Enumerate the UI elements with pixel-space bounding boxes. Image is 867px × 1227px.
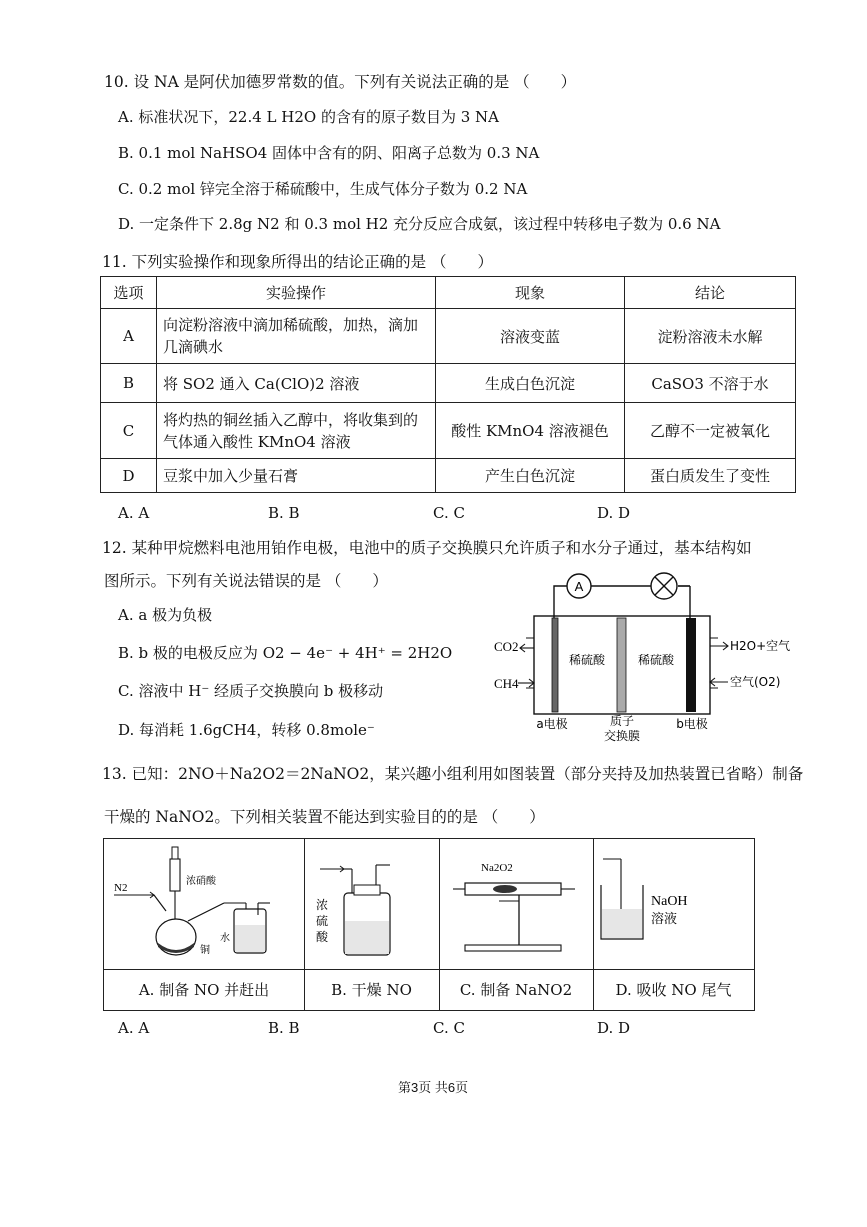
q11-stem: 11. 下列实验操作和现象所得出的结论正确的是 （ ） [102, 253, 494, 271]
h2o-air-label: H2O+空气 [730, 639, 791, 653]
b-electrode [686, 618, 696, 712]
apparatus-b-caption: B. 干燥 NO [304, 969, 439, 1010]
table-row [101, 364, 796, 403]
q12-option-d: D. 每消耗 1.6gCH4，转移 0.8mole⁻ [118, 721, 375, 739]
apparatus-d-drawing [593, 839, 754, 969]
table-row [101, 309, 796, 364]
copper-label: 铜 [200, 945, 210, 956]
na2o2-label: Na2O2 [481, 862, 513, 874]
apparatus-c-caption: C. 制备 NaNO2 [439, 969, 593, 1010]
table-row [101, 403, 796, 459]
row-b-conclusion: CaSO3 不溶于水 [625, 364, 796, 403]
q12-stem-line2: 图所示。下列有关说法错误的是 （ ） [104, 572, 388, 590]
proton-membrane [617, 618, 626, 712]
a-electrode [552, 618, 558, 712]
apparatus-a [104, 839, 305, 1010]
row-a-option: A [101, 309, 157, 364]
solution-label: 溶液 [651, 912, 678, 927]
apparatus-d [593, 839, 754, 1010]
apparatus-d-caption: D. 吸收 NO 尾气 [593, 969, 754, 1010]
q13-answer-a: A. A [118, 1019, 150, 1037]
apparatus-b [304, 839, 440, 1010]
conc-nitric-label: 浓硝酸 [186, 876, 216, 887]
header-operation: 实验操作 [157, 277, 436, 309]
co2-label: CO2 [494, 639, 519, 654]
ammeter-label: A [574, 579, 584, 594]
row-c-phenomenon: 酸性 KMnO4 溶液褪色 [436, 403, 625, 459]
apparatus-a-caption: A. 制备 NO 并赶出 [104, 969, 304, 1010]
row-d-operation: 豆浆中加入少量石膏 [157, 459, 436, 493]
apparatus-panel [103, 838, 755, 1011]
conc-sulfuric-label-3: 酸 [316, 930, 329, 944]
row-d-phenomenon: 产生白色沉淀 [436, 459, 625, 493]
row-c-option: C [101, 403, 157, 459]
conc-sulfuric-label-2: 硫 [316, 914, 329, 928]
page-footer: 第3页 共6页 [398, 1080, 469, 1095]
q13-answer-c: C. C [433, 1019, 465, 1037]
q12-option-c: C. 溶液中 H⁻ 经质子交换膜向 b 极移动 [118, 682, 384, 700]
q10-option-a: A. 标准状况下，22.4 L H2O 的含有的原子数目为 3 NA [118, 108, 499, 126]
q12-option-b: B. b 极的电极反应为 O2 − 4e⁻ + 4H⁺ = 2H2O [118, 644, 453, 662]
left-solution-label: 稀硫酸 [568, 653, 606, 667]
row-c-operation: 将灼热的铜丝插入乙醇中，将收集到的气体通入酸性 KMnO4 溶液 [157, 403, 436, 459]
air-o2-label: 空气(O2) [730, 675, 781, 689]
q11-answer-a: A. A [118, 504, 150, 522]
water-label: 水 [220, 933, 230, 944]
q13-stem-line2: 干燥的 NaNO2。下列相关装置不能达到实验目的的是 （ ） [104, 808, 545, 826]
q10-option-c: C. 0.2 mol 锌完全溶于稀硫酸中，生成气体分子数为 0.2 NA [118, 180, 528, 198]
naoh-label: NaOH [651, 894, 688, 909]
header-conclusion: 结论 [625, 277, 796, 309]
b-electrode-label: b电极 [676, 717, 708, 731]
apparatus-c [439, 839, 594, 1010]
apparatus-c-drawing [439, 839, 593, 969]
q11-answer-b: B. B [268, 504, 300, 522]
table-header-row [101, 277, 796, 309]
row-b-phenomenon: 生成白色沉淀 [436, 364, 625, 403]
row-a-phenomenon: 溶液变蓝 [436, 309, 625, 364]
membrane-label-2: 交换膜 [603, 729, 641, 743]
q13-answer-d: D. D [597, 1019, 631, 1037]
q12-option-a: A. a 极为负极 [118, 606, 213, 624]
q10-option-b: B. 0.1 mol NaHSO4 固体中含有的阴、阳离子总数为 0.3 NA [118, 144, 540, 162]
fuel-cell-diagram [490, 568, 800, 748]
header-option: 选项 [101, 277, 157, 309]
row-c-conclusion: 乙醇不一定被氧化 [625, 403, 796, 459]
header-phenomenon: 现象 [436, 277, 625, 309]
row-a-operation: 向淀粉溶液中滴加稀硫酸，加热，滴加几滴碘水 [157, 309, 436, 364]
conc-sulfuric-label-1: 浓 [316, 898, 329, 912]
apparatus-b-drawing [304, 839, 439, 969]
row-a-conclusion: 淀粉溶液未水解 [625, 309, 796, 364]
q11-answer-c: C. C [433, 504, 465, 522]
table-row [101, 459, 796, 493]
experiment-table [100, 276, 796, 493]
row-b-option: B [101, 364, 157, 403]
ch4-label: CH4 [494, 676, 519, 691]
membrane-label-1: 质子 [609, 714, 635, 728]
apparatus-a-drawing [104, 839, 304, 969]
right-solution-label: 稀硫酸 [637, 653, 675, 667]
row-d-conclusion: 蛋白质发生了变性 [625, 459, 796, 493]
q13-stem-line1: 13. 已知：2NO＋Na2O2＝2NaNO2，某兴趣小组利用如图装置（部分夹持及加热装置已省略）制备 [102, 765, 804, 783]
q10-stem: 10. 设 NA 是阿伏加德罗常数的值。下列有关说法正确的是 （ ） [104, 73, 577, 91]
row-d-option: D [101, 459, 157, 493]
n2-label: N2 [114, 882, 128, 894]
q13-answer-b: B. B [268, 1019, 300, 1037]
a-electrode-label: a电极 [536, 717, 568, 731]
q10-option-d: D. 一定条件下 2.8g N2 和 0.3 mol H2 充分反应合成氨，该过程中转移电子数为 0.6 NA [118, 215, 721, 233]
q12-stem-line1: 12. 某种甲烷燃料电池用铂作电极，电池中的质子交换膜只允许质子和水分子通过，基本结构如 [102, 539, 752, 557]
q11-answer-d: D. D [597, 504, 631, 522]
row-b-operation: 将 SO2 通入 Ca(ClO)2 溶液 [157, 364, 436, 403]
